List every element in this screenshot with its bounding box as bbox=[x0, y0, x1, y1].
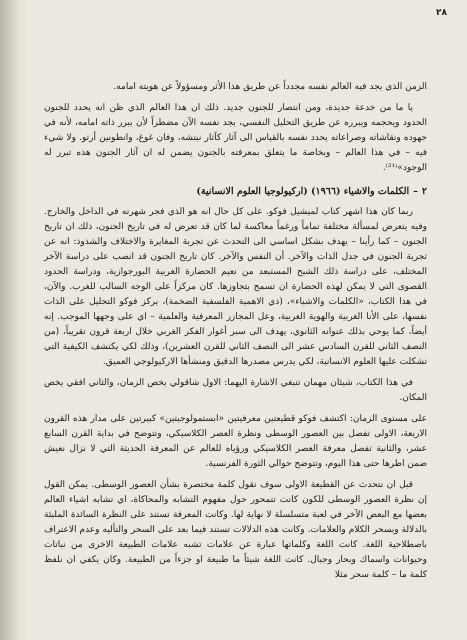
section-number: ٢ bbox=[421, 186, 427, 197]
paragraph: على مستوى الزمان: اكتشف فوكو قطيعتين معرفيتين «ابستمولوجيتين» كبيرتين على مدار هذه القرون الاربعة، الاولى تفصل بين العصور الوسطى ونظرة العصر الكلاسيكي، وتتوضح في بداية القرن السابع عشر، والثانية تفصل معرفة العصر الكلاسيكي ورؤياه للعالم عن المعرفة الحديثة التي لا نزال نعيش ضمن اطرها حتى هذا اليوم، وتتوضح حوالي الثورة الفرنسية. bbox=[44, 414, 427, 469]
paragraph: قبل ان نتحدث عن القطيعة الاولى سوف نقول كلمة مختصرة بشأن العصور الوسطى. يمكن القول إن نظرة العصور الوسطى للكون كانت تتمحور حول مفهوم التشابه والمحاكاة، اي تشابه اشياء العالم بعضها مع البعض الآخر في لعبة متسلسلة لا نهاية لها. وكانت المعرفة تستند على النظرة السائدة الملبئة بالدلالة وبسحر الكلام والعلامات. وكانت هذه الدلالات تستند فيما بعد على السحر والتأليه وعدم الاعتراف باصطلاحية اللغة. كانت اللغة وكلماتها عبارة عن علامات تشبه علامات الطبيعة الاخرى من نباتات وحيوانات واسماك وبحار وجبال. كانت اللغة شيئاً ما طبيعة او جزءاً من الطبيعة. وكان يكفي ان نلفظ كلمة ما – كلمة سحر مثلا bbox=[44, 480, 427, 580]
page-number: ٢٨ bbox=[436, 8, 447, 18]
section-separator: – bbox=[413, 186, 418, 197]
paragraph: في هذا الكتاب، شيئان مهمان تنبغي الاشارة اليهما: الاول شاقولي يخص الزمان، والثاني افقي يخص المكان. bbox=[44, 378, 427, 403]
page-body bbox=[44, 80, 427, 583]
paragraph: يا ما من خدعة جديدة، ومن انتصار للجنون جديد. ذلك ان هذا العالم الذي ظن انه يحدد للجنون الحدود ويحجمه ويبرره عن طريق التحليل النفسي، يجد نفسه الآن مضطراً لأن يبرر ذاته امامه، لأنه في جهوده ونقاشاته وصراعاته يحدد نفسه بالقياس الى آثار كآثار نيتشه، وفان غوغ، وانطونين أرتو. ولا شيء فيه – في هذا العالم – وبخاصة ما يتعلق بمعرفته بالجنون يضمن له ان آثار الجنون هذه تبرر له الوجود»⁽²¹⁾. bbox=[44, 103, 427, 173]
section-heading bbox=[44, 184, 427, 199]
section-title-text: الكلمات والاشياء (١٩٦٦) (اركيولوجيا العلوم الانسانية) bbox=[196, 186, 410, 197]
paragraph: ربما كان هذا اشهر كتاب لميشيل فوكو. على كل حال انه هو الذي فجر شهرته في الداخل والخارج. وفيه يتعرض لمسألة مختلفة تماماً ورغماً معاكسة لما كان قد تعرض له في تاريخ الجنون، ذلك ان تاريخ الجنون – كما رأينا – يهدف بشكل اساسي الى التحدث عن تجربة المغايرة والاختلاف والشذوذ: انه عن تجربة الجنون في جدل الذات والآخر. أن النفس والآخر. كان تاريخ الجنون قد انصب على دراسة الآخر المختلف، على دراسة ذلك الشبح المستبعد من نعيم الحضارة الغربية البورجوازية، ودراسة الحدود القصوى التي لا يمكن لهذه الحضارة ان تسمح بتجاوزها. كان مركزاً على الوجه السالب للغرب. والآن، في هذا الكتاب، «الكلمات والاشياء»، (ذي الاهمية الفلسفية الضخمة)، يركز فوكو التحليل على الذات نفسها، على الأنا الغربية والهوية الغربية، وعل المجازر المعرفية والعلمية – اي على وجهها الموجب. إنه أيضاً، كما يوحي بذلك عنوانه الثانوي، يهدف الى سبر أغوار الفكر الغربي خلال اربعة قرون تقريباً، (من النصف الثاني للقرن السادس عشر الى النصف الثاني للقرن العشرين)، وذلك لكي يكتشف الكيفية التي تشكلت عليها العلوم الانسانية، لكي يدرس مصدرها الدقيق ومنشأها الاركيولوجي العميق. bbox=[44, 207, 427, 367]
paragraph: الزمن الذي يجد فيه العالم نفسه مجدداً عن طريق هذا الأثر ومسؤولاً عن هويته امامه. bbox=[113, 82, 427, 92]
page-header bbox=[44, 8, 447, 22]
